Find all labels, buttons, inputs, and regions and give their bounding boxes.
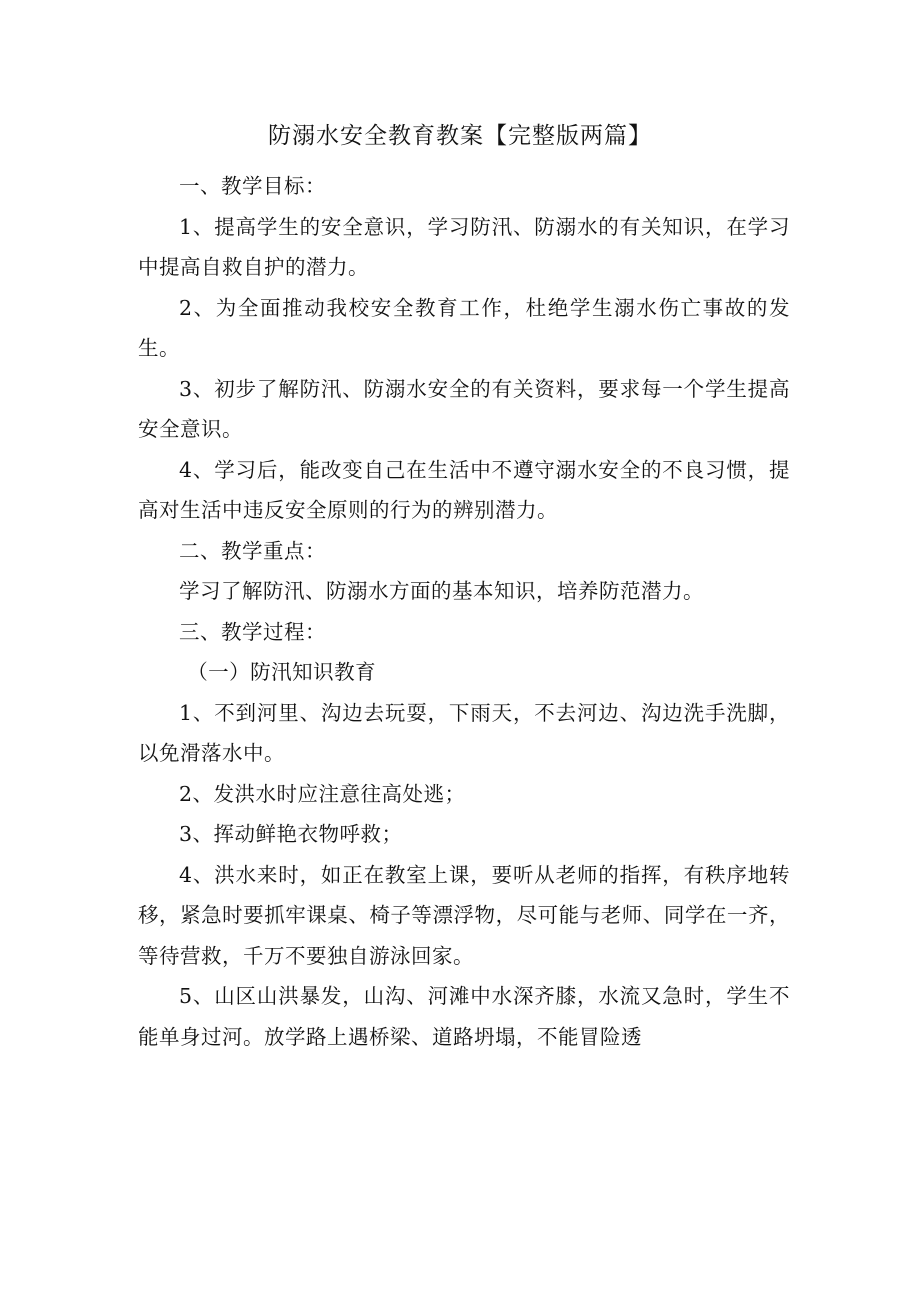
- section-heading-objectives: 一、教学目标：: [179, 174, 326, 198]
- paragraph-objective-3: 3、初步了解防汛、防溺水安全的有关资料，要求每一个学生提高安全意识。: [138, 376, 790, 441]
- paragraph-flood-4: 4、洪水来时，如正在教室上课，要听从老师的指挥，有秩序地转移，紧急时要抓牢课桌、椅子等漂浮物，尽可能与老师、同学在一齐，等待营救，千万不要独自游泳回家。: [138, 862, 790, 968]
- paragraph-flood-5: 5、山区山洪暴发，山沟、河滩中水深齐膝，水流又急时，学生不能单身过河。放学路上遇桥梁、道路坍塌，不能冒险透: [138, 984, 790, 1049]
- paragraph-flood-1: 1、不到河里、沟边去玩耍，下雨天，不去河边、沟边洗手洗脚，以免滑落水中。: [138, 700, 790, 765]
- paragraph-flood-2: 2、发洪水时应注意往高处逃；: [179, 781, 466, 806]
- subsection-heading-flood-knowledge: （一）防汛知识教育: [187, 660, 377, 684]
- paragraph-objective-1: 1、提高学生的安全意识，学习防汛、防溺水的有关知识，在学习中提高自救自护的潜力。: [138, 214, 790, 279]
- paragraph-key-points: 学习了解防汛、防溺水方面的基本知识，培养防范潜力。: [179, 579, 704, 603]
- paragraph-flood-3: 3、挥动鲜艳衣物呼救；: [179, 822, 403, 846]
- paragraph-objective-2: 2、为全面推动我校安全教育工作，杜绝学生溺水伤亡事故的发生。: [138, 295, 790, 360]
- paragraph-objective-4: 4、学习后，能改变自己在生活中不遵守溺水安全的不良习惯，提高对生活中违反安全原则的行为的辨别潜力。: [138, 457, 790, 522]
- document-title: 防溺水安全教育教案【完整版两篇】: [268, 123, 652, 149]
- section-heading-process: 三、教学过程：: [179, 619, 326, 644]
- document-body: [138, 166, 790, 1057]
- section-heading-key-points: 二、教学重点：: [179, 538, 326, 563]
